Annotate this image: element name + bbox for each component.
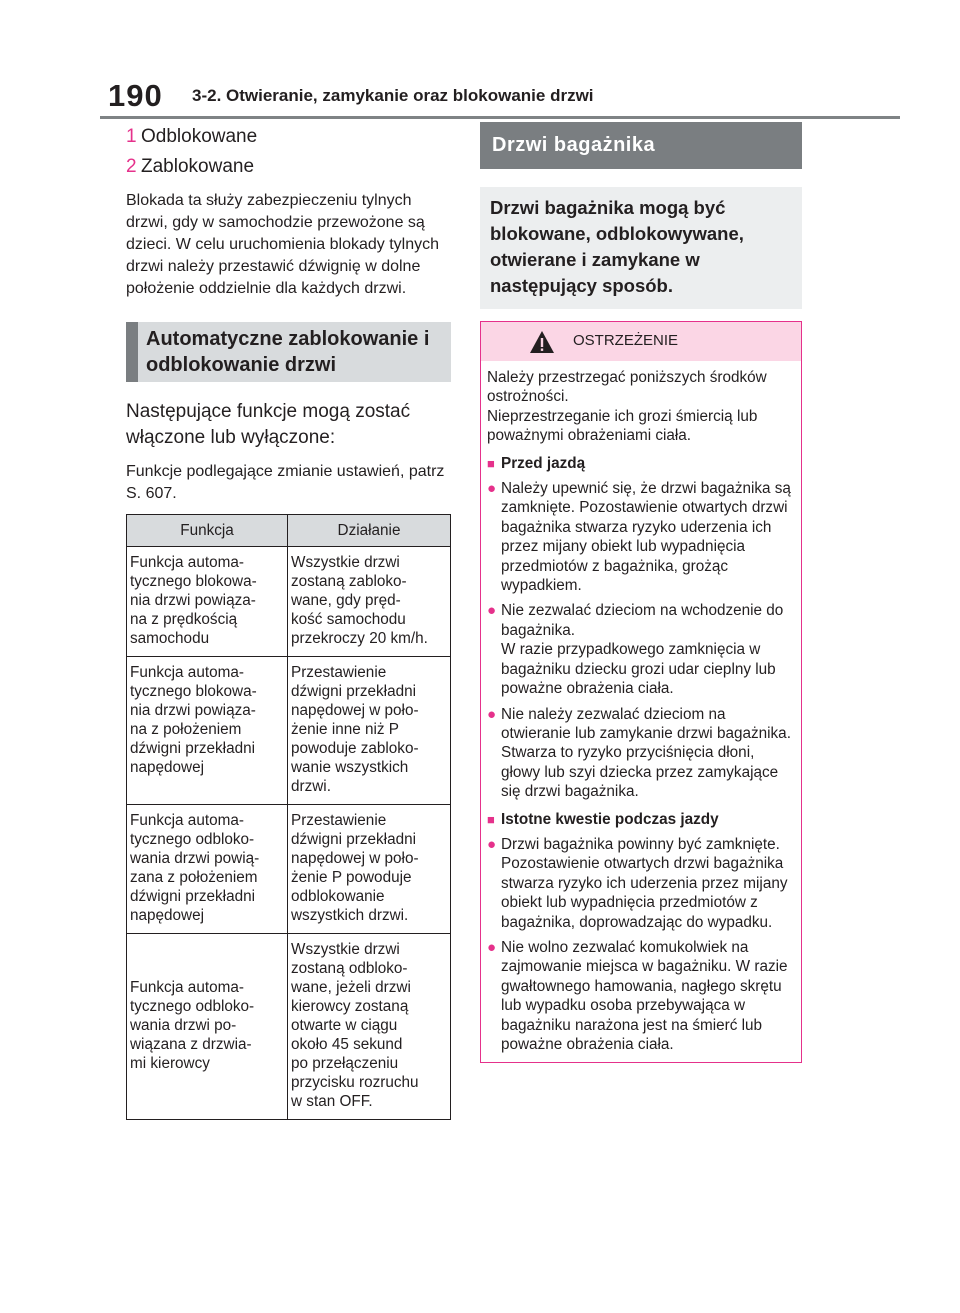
action-cell: Wszystkie drzwi zostaną odbloko- wane, jeżeli drzwi kierowcy zostaną otwarte w ciągu około 45 sekund po przełączeniu przycisku rozruchu w stan OFF. [288,934,451,1120]
warning-title: OSTRZEŻENIE [573,332,679,349]
section-title: 3-2. Otwieranie, zamykanie oraz blokowanie drzwi [192,86,594,105]
warning-subheading [487,810,795,829]
dot-bullet-icon: ● [487,705,497,723]
warning-bullet [487,705,795,802]
function-cell: Funkcja automa- tycznego odbloko- wania drzwi po- wiązana z drzwia- mi kierowcy [127,934,288,1120]
warning-body [481,361,801,1062]
dot-bullet-icon: ● [487,602,497,620]
tailgate-heading: Drzwi bagażnika [480,122,802,169]
warning-lead: Należy przestrzegać poniższych środków ostrożności. Nieprzestrzeganie ich grozi śmiercią lub poważnymi obrażeniami ciała. [487,369,767,445]
warning-bullet-text: Drzwi bagażnika powinny być zamknięte. Pozostawienie otwartych drzwi bagażnika stwarza ryzyko ich uderzenia przez mijany obiekt lub wypadnięcia przedmiotów z bagażnika, doprowadzając do wypadku. [501,835,788,931]
item-number: 2 [126,156,137,177]
warning-bullet [487,479,795,595]
warning-bullet [487,938,795,1054]
header-divider [100,116,900,119]
functions-table [126,514,451,1120]
left-column [126,122,451,505]
warning-bullet-text: Nie należy zezwalać dzieciom na otwieranie lub zamykanie drzwi bagażnika. Stwarza to ryzyko przyciśnięcia dłoni, głowy lub szyi dziecka przez zamykające się drzwi bagażnika. [501,705,791,801]
function-cell: Funkcja automa- tycznego blokowa- nia drzwi powiąza- na z prędkością samochodu [127,547,288,657]
list-item [126,152,451,182]
child-lock-paragraph: Blokada ta służy zabezpieczeniu tylnych drzwi, gdy w samochodzie przewożone są dzieci. W celu uruchomienia blokady tylnych drzwi należy przestawić dźwignię w dolne położenie oddzielnie dla każdych drzwi. [126,192,440,297]
dot-bullet-icon: ● [487,480,497,498]
dot-bullet-icon: ● [487,938,497,956]
settings-note: Funkcje podlegające zmianie ustawień, patrz S. 607. [126,463,445,502]
table-row [127,934,451,1120]
warning-subheading-text: Przed jazdą [501,454,586,472]
right-column [480,122,802,1063]
table-row [127,657,451,805]
item-number: 1 [126,126,137,147]
table-header-row [127,515,451,547]
page-header [100,78,900,116]
list-item [126,122,451,152]
column-header-function: Funkcja [127,515,288,547]
function-cell: Funkcja automa- tycznego blokowa- nia drzwi powiąza- na z położeniem dźwigni przekładni napędowej [127,657,288,805]
tailgate-intro: Drzwi bagażnika mogą być blokowane, odblokowywane, otwierane i zamykane w następujący sposób. [480,187,802,309]
auto-lock-heading: Automatyczne zablokowanie i odblokowanie drzwi [126,322,451,382]
warning-subheading [487,454,795,473]
warning-triangle-icon [529,330,555,354]
warning-box [480,321,802,1063]
action-cell: Przestawienie dźwigni przekładni napędowej w poło- żenie inne niż P powoduje zabloko- wanie wszystkich drzwi. [288,657,451,805]
warning-header [481,322,801,361]
table-row [127,547,451,657]
warning-bullet-text: Nie zezwalać dzieciom na wchodzenie do bagażnika. W razie przypadkowego zamknięcia w bagażniku dziecku grozi udar cieplny lub poważne obrażenia ciała. [501,602,784,698]
item-label: Odblokowane [141,126,258,147]
warning-bullet-text: Należy upewnić się, że drzwi bagażnika są zamknięte. Pozostawienie otwartych drzwi bagażnika stwarza ryzyko uderzenia ich przez mijany obiekt lub wypadnięcia przedmiotów z bagażnika, grożąc wypadkiem. [501,480,791,595]
table-row [127,805,451,934]
square-bullet-icon: ■ [487,455,495,471]
dot-bullet-icon: ● [487,835,497,853]
square-bullet-icon: ■ [487,811,495,827]
action-cell: Przestawienie dźwigni przekładni napędowej w poło- żenie P powoduje odblokowanie wszystkich drzwi. [288,805,451,934]
warning-bullet [487,601,795,698]
action-cell: Wszystkie drzwi zostaną zabloko- wane, gdy pręd- kość samochodu przekroczy 20 km/h. [288,547,451,657]
functions-intro: Następujące funkcje mogą zostać włączone lub wyłączone: [126,401,411,448]
page-number: 190 [108,78,163,113]
column-header-action: Działanie [288,515,451,547]
item-label: Zablokowane [141,156,255,177]
warning-bullet-text: Nie wolno zezwalać komukolwiek na zajmowanie miejsca w bagażniku. W razie gwałtownego hamowania, nagłego skrętu lub wypadku osoba przebywająca w bagażniku narażona jest na śmierć lub poważne obrażenia ciała. [501,938,788,1053]
function-cell: Funkcja automa- tycznego odbloko- wania drzwi powią- zana z położeniem dźwigni przekładni napędowej [127,805,288,934]
warning-bullet [487,835,795,932]
warning-subheading-text: Istotne kwestie podczas jazdy [501,810,719,828]
